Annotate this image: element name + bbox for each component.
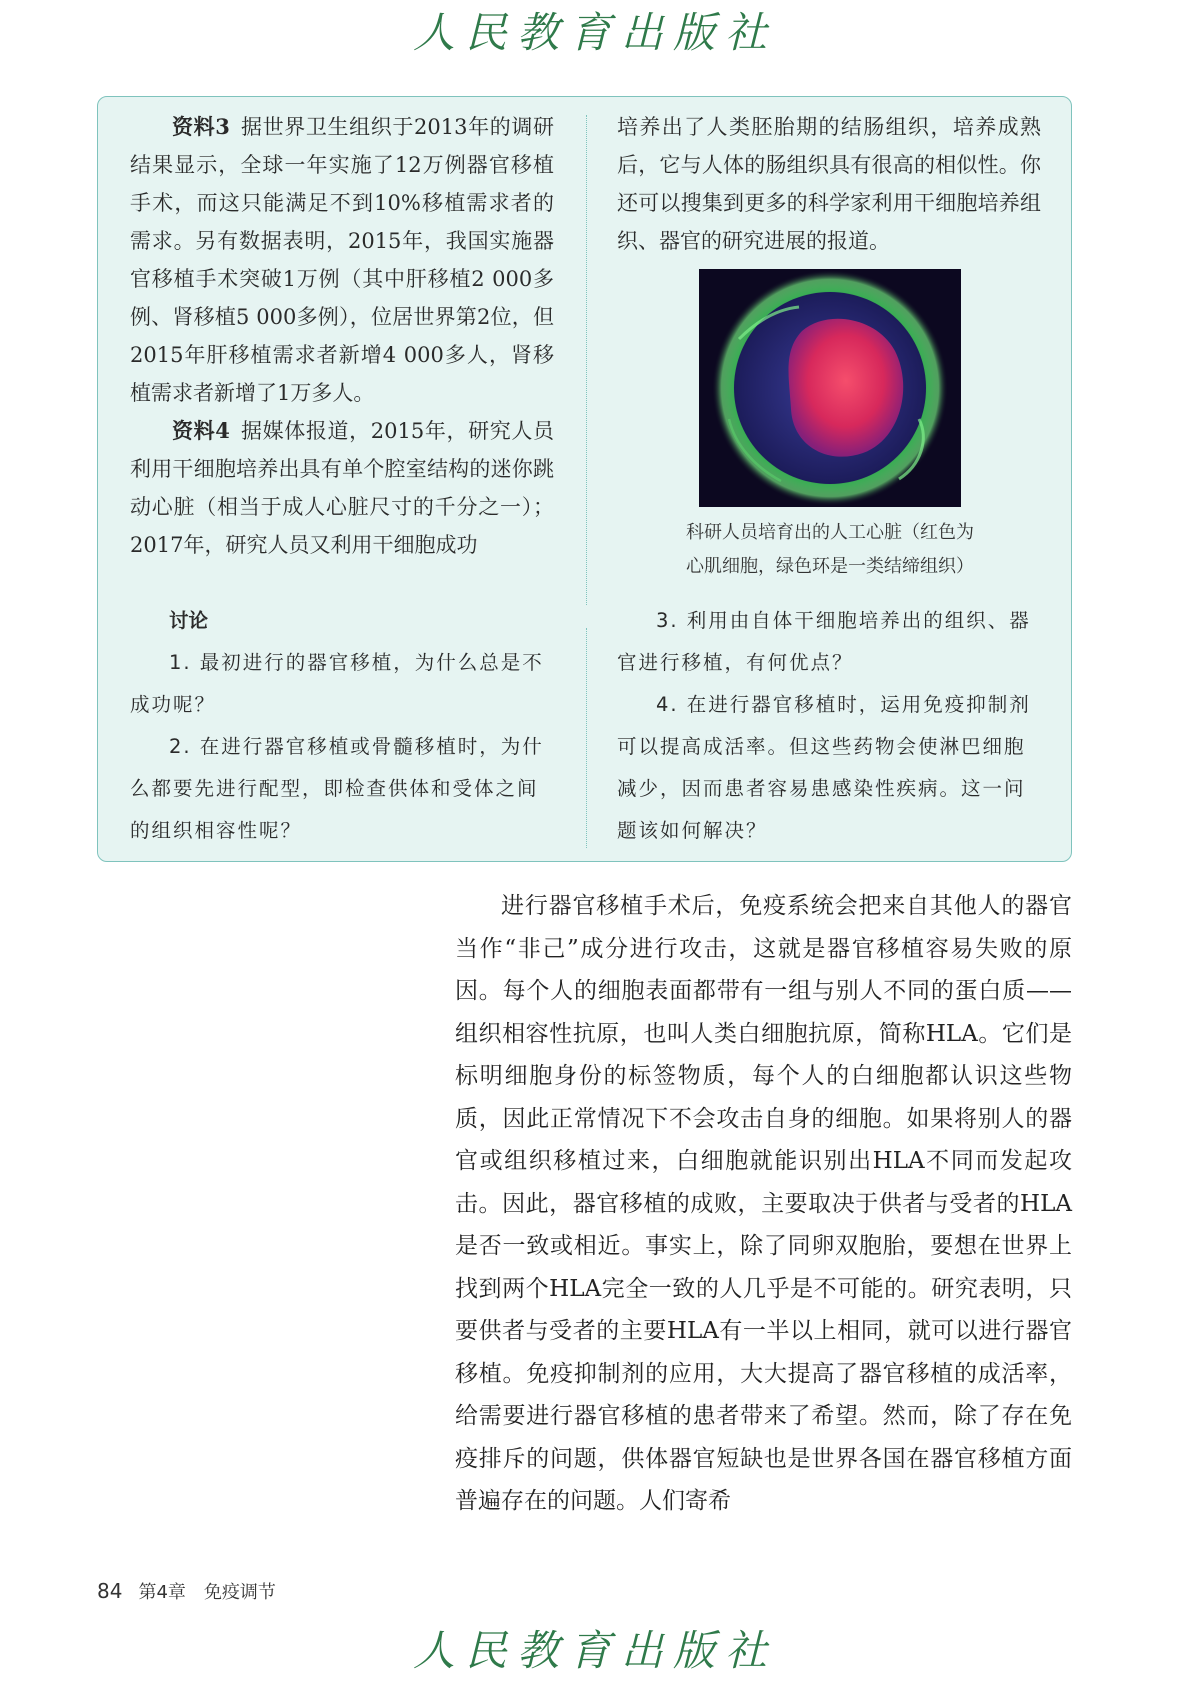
discussion-question-1: 1. 最初进行的器官移植，为什么总是不成功呢？ — [130, 651, 544, 716]
material3-paragraph — [130, 108, 554, 412]
material4-paragraph — [130, 412, 554, 564]
material3-text: 据世界卫生组织于2013年的调研结果显示，全球一年实施了12万例器官移植手术，而这只能满足不到10%移植需求者的需求。另有数据表明，2015年，我国实施器官移植手术突破1万例（其中肝移植2 000多例、肾移植5 000多例），位居世界第2位，但2015年肝移植需求者新增4 000多人，肾移植需求者新增了1万多人。 — [130, 115, 554, 405]
chapter-label: 第4章 免疫调节 — [138, 1582, 276, 1603]
material4-continued: 培养出了人类胚胎期的结肠组织，培养成熟后，它与人体的肠组织具有很高的相似性。你还可以搜集到更多的科学家利用干细胞培养组织、器官的研究进展的报道。 — [617, 115, 1041, 253]
micrograph-illustration — [699, 269, 961, 507]
page-footer — [97, 1578, 276, 1604]
page-number: 84 — [97, 1579, 123, 1603]
material4-text: 据媒体报道，2015年，研究人员利用干细胞培养出具有单个腔室结构的迷你跳动心脏（相当于成人心脏尺寸的千分之一）；2017年，研究人员又利用干细胞成功 — [130, 419, 554, 557]
material-right-column — [617, 108, 1041, 260]
discussion-left — [130, 600, 554, 852]
material4-label: 资料4 — [172, 418, 230, 443]
discussion-question-3: 3. 利用由自体干细胞培养出的组织、器官进行移植，有何优点？ — [617, 609, 1031, 674]
artificial-heart-image — [699, 269, 961, 507]
publisher-watermark-top: 人民教育出版社 — [412, 8, 777, 57]
discussion-question-4: 4. 在进行器官移植时，运用免疫抑制剂可以提高成活率。但这些药物会使淋巴细胞减少，因而患者容易患感染性疾病。这一问题该如何解决？ — [617, 693, 1031, 842]
main-body-text — [455, 885, 1072, 1523]
body-paragraph: 进行器官移植手术后，免疫系统会把来自其他人的器官当作“非己”成分进行攻击，这就是器官移植容易失败的原因。每个人的细胞表面都带有一组与别人不同的蛋白质——组织相容性抗原，也叫人类白细胞抗原，简称HLA。它们是标明细胞身份的标签物质，每个人的白细胞都认识这些物质，因此正常情况下不会攻击自身的细胞。如果将别人的器官或组织移植过来，白细胞就能识别出HLA不同而发起攻击。因此，器官移植的成败，主要取决于供者与受者的HLA是否一致或相近。事实上，除了同卵双胞胎，要想在世界上找到两个HLA完全一致的人几乎是不可能的。研究表明，只要供者与受者的主要HLA有一半以上相同，就可以进行器官移植。免疫抑制剂的应用，大大提高了器官移植的成活率，给需要进行器官移植的患者带来了希望。然而，除了存在免疫排斥的问题，供体器官短缺也是世界各国在器官移植方面普遍存在的问题。人们寄希 — [455, 893, 1072, 1514]
column-divider — [586, 115, 587, 605]
material3-label: 资料3 — [172, 114, 230, 139]
figure-caption-line2: 心肌细胞，绿色环是一类结缔组织） — [686, 556, 974, 577]
discussion-right — [617, 600, 1041, 852]
figure-caption-line1: 科研人员培育出的人工心脏（红色为 — [686, 522, 974, 543]
publisher-watermark-bottom: 人民教育出版社 — [412, 1626, 777, 1675]
material-left-column — [130, 108, 554, 564]
figure-caption — [640, 516, 1020, 584]
discussion-question-2: 2. 在进行器官移植或骨髓移植时，为什么都要先进行配型，即检查供体和受体之间的组织相容性呢？ — [130, 735, 544, 842]
discussion-title: 讨论 — [169, 609, 209, 632]
column-divider — [586, 628, 587, 848]
